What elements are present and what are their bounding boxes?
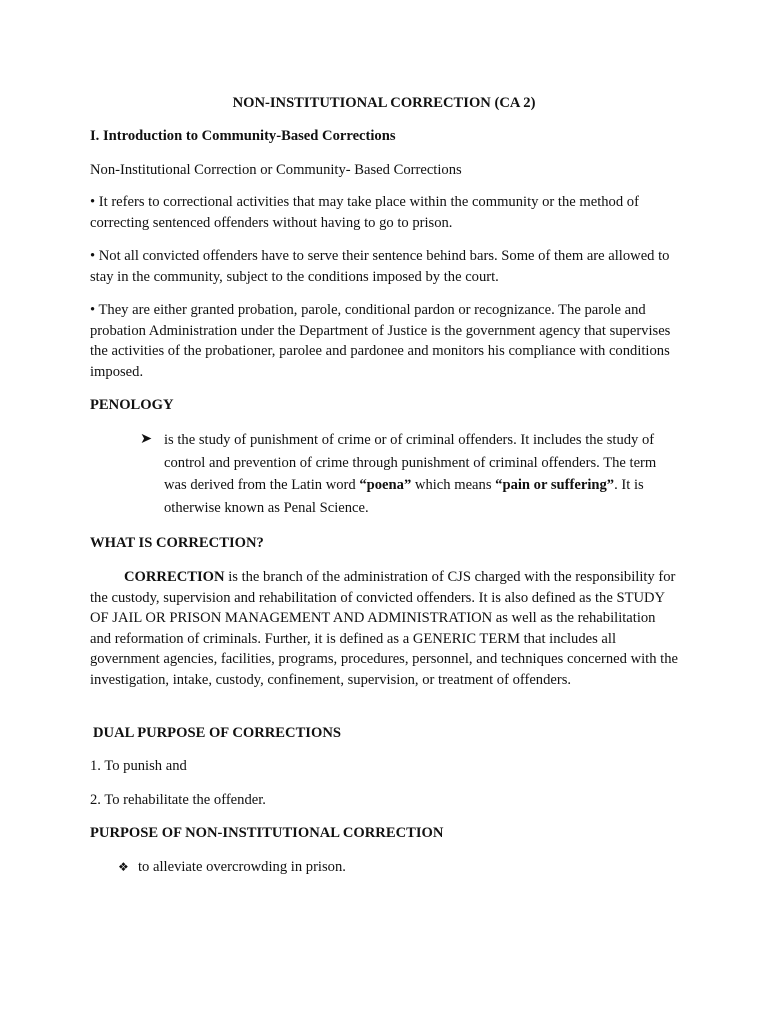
penology-text-part-2: which means: [411, 477, 496, 494]
correction-lead-term: CORRECTION: [124, 569, 225, 585]
dual-purpose-item-2: 2. To rehabilitate the offender.: [90, 792, 266, 808]
meaning-pain-or-suffering: “pain or suffering”: [495, 477, 615, 494]
subtitle: Non-Institutional Correction or Community- Based Corrections: [90, 162, 462, 178]
document-title: NON-INSTITUTIONAL CORRECTION (CA 2): [232, 95, 536, 111]
section-heading-correction: WHAT IS CORRECTION?: [90, 535, 264, 551]
penology-text: [164, 429, 680, 519]
section-heading-purpose: PURPOSE OF NON-INSTITUTIONAL CORRECTION: [90, 825, 444, 841]
arrow-bullet-icon: ➤: [140, 431, 153, 447]
paragraph-bullet-1: • It refers to correctional activities that may take place within the community or the method of correcting sentenced offenders without having to go to prison.: [90, 194, 639, 231]
dual-purpose-item-1: 1. To punish and: [90, 758, 187, 774]
paragraph-bullet-3: • They are either granted probation, parole, conditional pardon or recognizance. The parole and probation Administration under the Department of Justice is the government agency that supervises the activities of the probationer, parolee and pardonee and monitors his compliance with conditions imposed.: [90, 302, 671, 380]
section-heading-penology: PENOLOGY: [90, 397, 174, 413]
penology-text-part-3: . It is otherwise known as Penal Science.: [164, 477, 644, 516]
section-heading-introduction: I. Introduction to Community-Based Corrections: [90, 128, 396, 144]
correction-body: is the branch of the administration of CJS charged with the responsibility for the custody, supervision and rehabilitation of convicted offenders. It is also defined as the STUDY OF JAIL OR PRISON MANAGEMENT AND ADMINISTRATION as well as the rehabilitation and reformation of criminals. Further, it is defined as a GENERIC TERM that includes all government agencies, facilities, programs, procedures, personnel, and techniques concerned with the investigation, intake, custody, confinement, supervision, or treatment of offenders.: [90, 569, 678, 688]
purpose-item-text: to alleviate overcrowding in prison.: [138, 859, 346, 875]
penology-text-part-1: is the study of punishment of crime or of criminal offenders. It includes the study of control and prevention of crime through punishment of criminal offenders. The term was derived from the Latin word: [164, 432, 657, 494]
section-heading-dual-purpose: DUAL PURPOSE OF CORRECTIONS: [93, 725, 341, 741]
correction-paragraph: [90, 567, 680, 690]
paragraph-bullet-2: • Not all convicted offenders have to serve their sentence behind bars. Some of them are allowed to stay in the community, subject to the conditions imposed by the court.: [90, 248, 670, 285]
diamond-bullet-icon: ❖: [118, 860, 129, 874]
latin-term-poena: “poena”: [359, 477, 412, 494]
